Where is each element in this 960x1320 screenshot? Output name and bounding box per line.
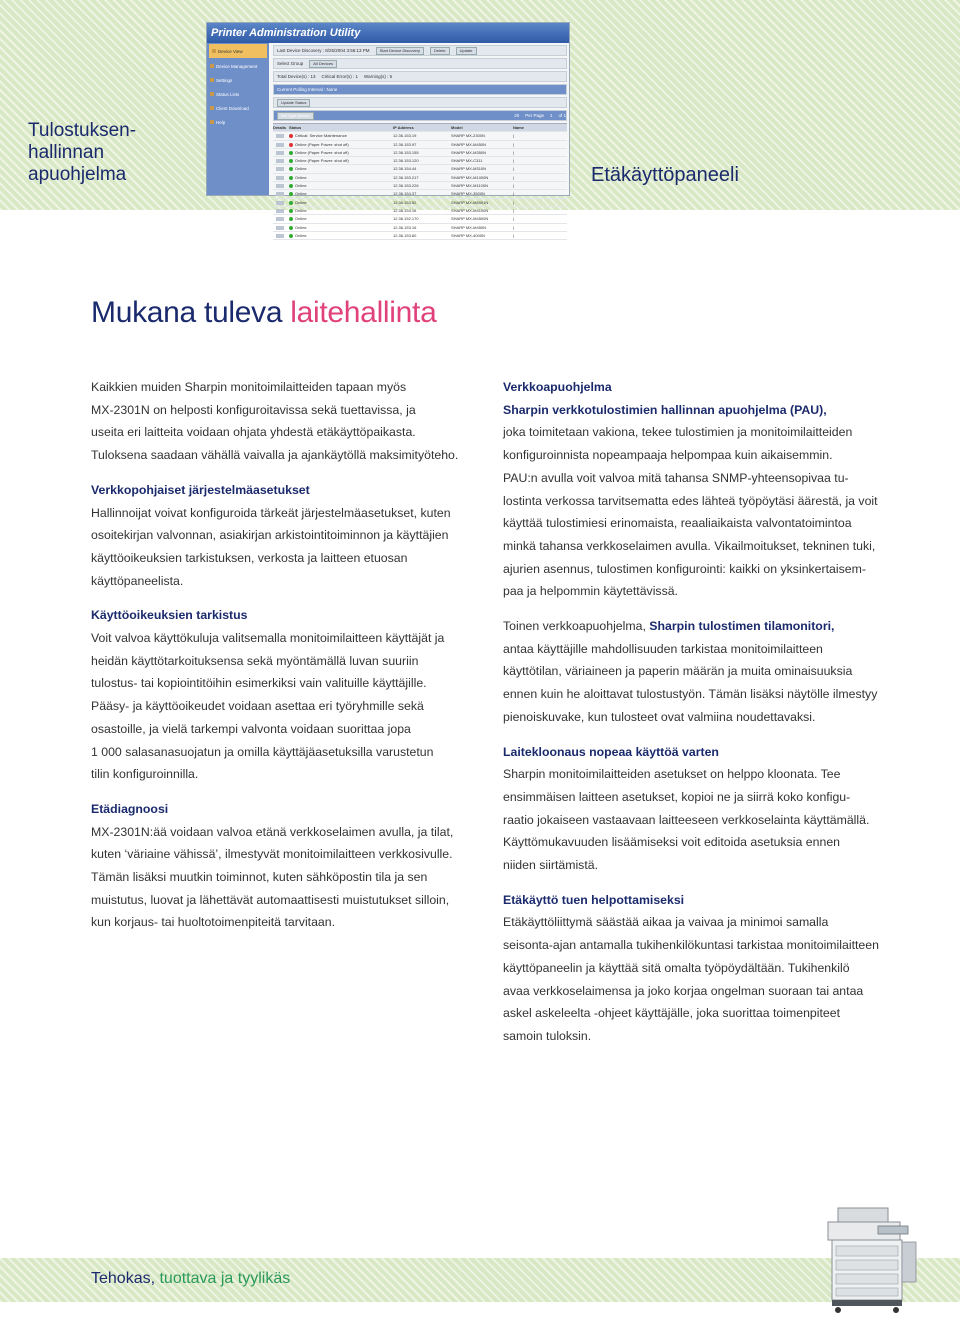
sidebar-icon xyxy=(210,120,214,124)
paragraph-line: osoitekirjan valvonnan, asiakirjan arkistointitoiminnon ja käyttäjien xyxy=(91,528,449,543)
sidebar-item: Device Management xyxy=(207,59,269,73)
paragraph-line: käyttöoikeuksien tarkistuksen, verkosta ja laitteen etuosan xyxy=(91,550,408,565)
screenshot-toolbar: Set Spot Device 20 Per Page 1 of 1 xyxy=(273,110,567,121)
paragraph-line: joka toimitetaan vakiona, tekee tulostimien ja monitoimilaitteiden xyxy=(503,425,853,440)
paragraph-line: Tämän lisäksi muutkin toiminnot, kuten sähköpostin tila ja sen xyxy=(91,870,428,885)
product-name: Sharpin verkkotulostimien hallinnan apuohjelma (PAU), xyxy=(503,402,827,417)
details-icon xyxy=(276,134,284,138)
paragraph-line: kun korjaus- tai huoltotoimenpiteitä tarvitaan. xyxy=(91,915,336,930)
paragraph-line: 1 000 salasanasuojatun ja omilla käyttäjäasetuksilla varustetun xyxy=(91,744,434,759)
table-row: Online (Paper Power: shut off) 12.36.153.155 SHARP MX-M350N | xyxy=(273,149,567,157)
details-icon xyxy=(276,151,284,155)
details-icon xyxy=(276,143,284,147)
screenshot-toolbar: Select Group All Devices xyxy=(273,58,567,69)
section-heading: Verkkopohjaiset järjestelmäasetukset xyxy=(91,482,310,497)
screenshot-title: Printer Administration Utility xyxy=(207,23,569,43)
section-heading: Käyttöoikeuksien tarkistus xyxy=(91,608,248,623)
screenshot-main xyxy=(271,43,569,238)
table-header: Details Status IP Address Model Name xyxy=(273,124,567,132)
details-icon xyxy=(276,209,284,213)
paragraph-line: paa ja helpommin käytettävissä. xyxy=(503,584,678,599)
status-icon xyxy=(289,217,293,221)
table-row: Online 12.36.154.16 SHARP MX-M4100N | xyxy=(273,207,567,215)
printer-illustration xyxy=(818,1206,930,1320)
screenshot-toolbar: Last Device Discovery : 8/25/2004 3:56:13 PM Start Device Discovery Delete Update xyxy=(273,45,567,56)
sidebar-item: Settings xyxy=(207,73,269,87)
paragraph-line: PAU:n avulla voit valvoa mitä tahansa SNMP-yhteensopivaa tu- xyxy=(503,470,849,485)
table-row: Online 12.36.153.217 SHARP MX-M1000N | xyxy=(273,174,567,182)
table-row: Online (Paper Power: shut off) 12.36.153.97 SHARP MX-M450N | xyxy=(273,141,567,149)
paragraph-line: kuten ‘väriaine vähissä’, ilmestyvät monitoimilaitteen verkkosivulle. xyxy=(91,847,453,862)
screenshot-toolbar: Update Status xyxy=(273,97,567,108)
paragraph-line: seisonta-ajan antamalla tukihenkilökuntasi tarkistaa monitoimilaitteen xyxy=(503,938,879,953)
table-row: Online 12.36.154.37 SHARP MX-3500N | xyxy=(273,190,567,198)
paragraph-line: Etäkäyttöliittymä säästää aikaa ja vaivaa ja minimoi samalla xyxy=(503,915,829,930)
section-title-left xyxy=(28,120,136,186)
paragraph-line: Toinen verkkoapuohjelma, Sharpin tulostimen tilamonitori, xyxy=(503,619,835,634)
status-icon xyxy=(289,234,293,238)
sidebar-icon xyxy=(210,78,214,82)
paragraph-line: pienoiskuvake, kun tulosteet ovat valmiina noudettavaksi. xyxy=(503,709,816,724)
section-heading: Etädiagnoosi xyxy=(91,801,169,816)
software-screenshot xyxy=(206,22,570,238)
paragraph-line: ensimmäisen laitteen asetukset, kopioi ne ja siirrä koko konfigu- xyxy=(503,789,851,804)
screenshot-toolbar: Current Polling Interval : None xyxy=(273,84,567,95)
status-icon xyxy=(289,192,293,196)
paragraph-line: Käyttömukavuuden lisäämiseksi voit editoida asetuksia ennen xyxy=(503,835,840,850)
status-icon xyxy=(289,184,293,188)
paragraph-line: useita eri laitteita voidaan ohjata yhdestä etäkäyttöpaikasta. xyxy=(91,425,416,440)
details-icon xyxy=(276,217,284,221)
screenshot-toolbar: Total Device(s) : 13 Critical Error(s) : 1 Warning(s) : 5 xyxy=(273,71,567,82)
details-icon xyxy=(276,201,284,205)
table-row: Critical: Service Maintenance 12.36.153.19 SHARP MX-2300N | xyxy=(273,132,567,140)
paragraph-line: Tuloksena saadaan vähällä vaivalla ja ajankäytöllä maksimityöteho. xyxy=(91,448,459,463)
details-icon xyxy=(276,176,284,180)
paragraph-line: tilin konfiguroinnilla. xyxy=(91,767,199,782)
paragraph-line: Pääsy- ja käyttöoikeudet voidaan asettaa eri työryhmille sekä xyxy=(91,699,424,714)
status-icon xyxy=(289,201,293,205)
title-line: apuohjelma xyxy=(28,164,127,185)
paragraph-line: tulostus- tai kopiointitöihin esimerkiksi vain valituille käyttäjille. xyxy=(91,676,427,691)
section-heading: Verkkoapuohjelma xyxy=(503,380,612,394)
paragraph-line: käyttää tulostimiesi erinomaista, reaaliaikaista valvontatoimintoa xyxy=(503,516,852,531)
paragraph-line: Voit valvoa käyttökuluja valitsemalla monitoimilaitteen käyttäjät ja xyxy=(91,631,445,646)
paragraph-line: raatio jokaiseen vastaavaan laitteeseen verkkoselainta käyttämällä. xyxy=(503,812,870,827)
section-heading: Etäkäyttö tuen helpottamiseksi xyxy=(503,892,685,907)
paragraph-line: minkä tahansa verkkoselaimen avulla. Vikailmoitukset, tekninen tuki, xyxy=(503,538,876,553)
paragraph-line: käyttötilan, väriaineen ja paperin määrän ja muita ominaisuuksia xyxy=(503,664,853,679)
status-icon xyxy=(289,167,293,171)
table-row: Online 12.36.153.16 SHARP MX-M450N | xyxy=(273,224,567,232)
paragraph-line: avaa verkkoselaimensa ja joko korjaa ongelman suoraan tai antaa xyxy=(503,983,864,998)
details-icon xyxy=(276,159,284,163)
details-icon xyxy=(276,226,284,230)
section-heading: Laitekloonaus nopeaa käyttöä varten xyxy=(503,744,719,759)
screenshot-sidebar xyxy=(207,43,269,195)
paragraph-line: niiden siirtämistä. xyxy=(503,858,598,873)
table-row: Online 12.36.154.44 SHARP MX-M310N | xyxy=(273,165,567,173)
title-line: hallinnan xyxy=(28,142,105,163)
paragraph-line: lostinta verkossa tarvitsematta edes lähteä työpöytäsi äärestä, ja voit xyxy=(503,493,878,508)
sidebar-icon xyxy=(210,64,214,68)
status-icon xyxy=(289,159,293,163)
table-row: Online 12.36.153.52 SHARP MX-M5001N | xyxy=(273,199,567,207)
details-icon xyxy=(276,184,284,188)
paragraph-line: samoin tuloksin. xyxy=(503,1028,592,1043)
sidebar-icon xyxy=(212,49,216,53)
paragraph-line: antaa käyttäjille mahdollisuuden tarkistaa monitoimilaitteen xyxy=(503,641,823,656)
details-icon xyxy=(276,234,284,238)
table-row: Online 12.36.153.60 SHARP MX-4000N | xyxy=(273,232,567,240)
details-icon xyxy=(276,167,284,171)
paragraph-line: muistutus, luovat ja lähettävät automaattisesti muistutukset silloin, xyxy=(91,892,450,907)
sidebar-item: Device View xyxy=(209,44,267,58)
status-icon xyxy=(289,143,293,147)
paragraph-line: ajurien asennus, tulostimen konfigurointi: kaikki on yksinkertaisem- xyxy=(503,561,866,576)
paragraph-line: osastoille, ja vielä tarkempi valvonta voidaan suorittaa jopa xyxy=(91,721,411,736)
section-title-right: Etäkäyttöpaneeli xyxy=(591,164,739,186)
paragraph-line: konfiguroinnista nopeampaaja helpompaa kuin aikaisemmin. xyxy=(503,448,833,463)
paragraph-line: heidän käyttötarkoituksensa sekä myöntämällä luvan suuriin xyxy=(91,653,419,668)
paragraph-line: käyttöpaneelista. xyxy=(91,573,184,588)
table-row: Online 12.36.153.226 SHARP MX-M1100N | xyxy=(273,182,567,190)
sidebar-item: Status Lists xyxy=(207,87,269,101)
status-icon xyxy=(289,151,293,155)
details-icon xyxy=(276,192,284,196)
paragraph-line: ennen kuin he aloittavat tulostustyön. Tämän lisäksi näytölle ilmestyy xyxy=(503,687,878,702)
device-table xyxy=(273,123,567,240)
status-icon xyxy=(289,134,293,138)
paragraph-line: Hallinnoijat voivat konfiguroida tärkeät järjestelmäasetukset, kuten xyxy=(91,505,451,520)
paragraph-line: Kaikkien muiden Sharpin monitoimilaitteiden tapaan myös xyxy=(91,380,407,394)
status-icon xyxy=(289,209,293,213)
paragraph-line: MX-2301N:ää voidaan valvoa etänä verkkoselaimen avulla, ja tilat, xyxy=(91,824,454,839)
paragraph-line: askel askeleelta -ohjeet käyttäjälle, joka suorittaa toimenpiteet xyxy=(503,1006,840,1021)
sidebar-icon xyxy=(210,92,214,96)
sidebar-item: Client Download xyxy=(207,101,269,115)
paragraph-line: Sharpin monitoimilaitteiden asetukset on helppo kloonata. Tee xyxy=(503,767,841,782)
sidebar-item: Help xyxy=(207,115,269,129)
left-column xyxy=(91,376,471,934)
page-title: Mukana tuleva laitehallinta xyxy=(91,296,437,329)
paragraph-line: käyttöpaneelin ja käyttää sitä omalta työpöydältään. Tukihenkilö xyxy=(503,960,850,975)
status-icon xyxy=(289,226,293,230)
table-row: Online (Paper Power: shut off) 12.36.153.120 SHARP MX-C311 | xyxy=(273,157,567,165)
title-line: Tulostuksen- xyxy=(28,120,137,141)
paragraph-line: MX-2301N on helposti konfiguroitavissa sekä tuettavissa, ja xyxy=(91,402,416,417)
table-row: Online 12.36.152.170 SHARP MX-M4500N | xyxy=(273,215,567,223)
right-column xyxy=(503,376,883,1048)
sidebar-icon xyxy=(210,106,214,110)
status-icon xyxy=(289,176,293,180)
footer-tagline: Tehokas, tuottava ja tyylikäs xyxy=(91,1270,291,1287)
